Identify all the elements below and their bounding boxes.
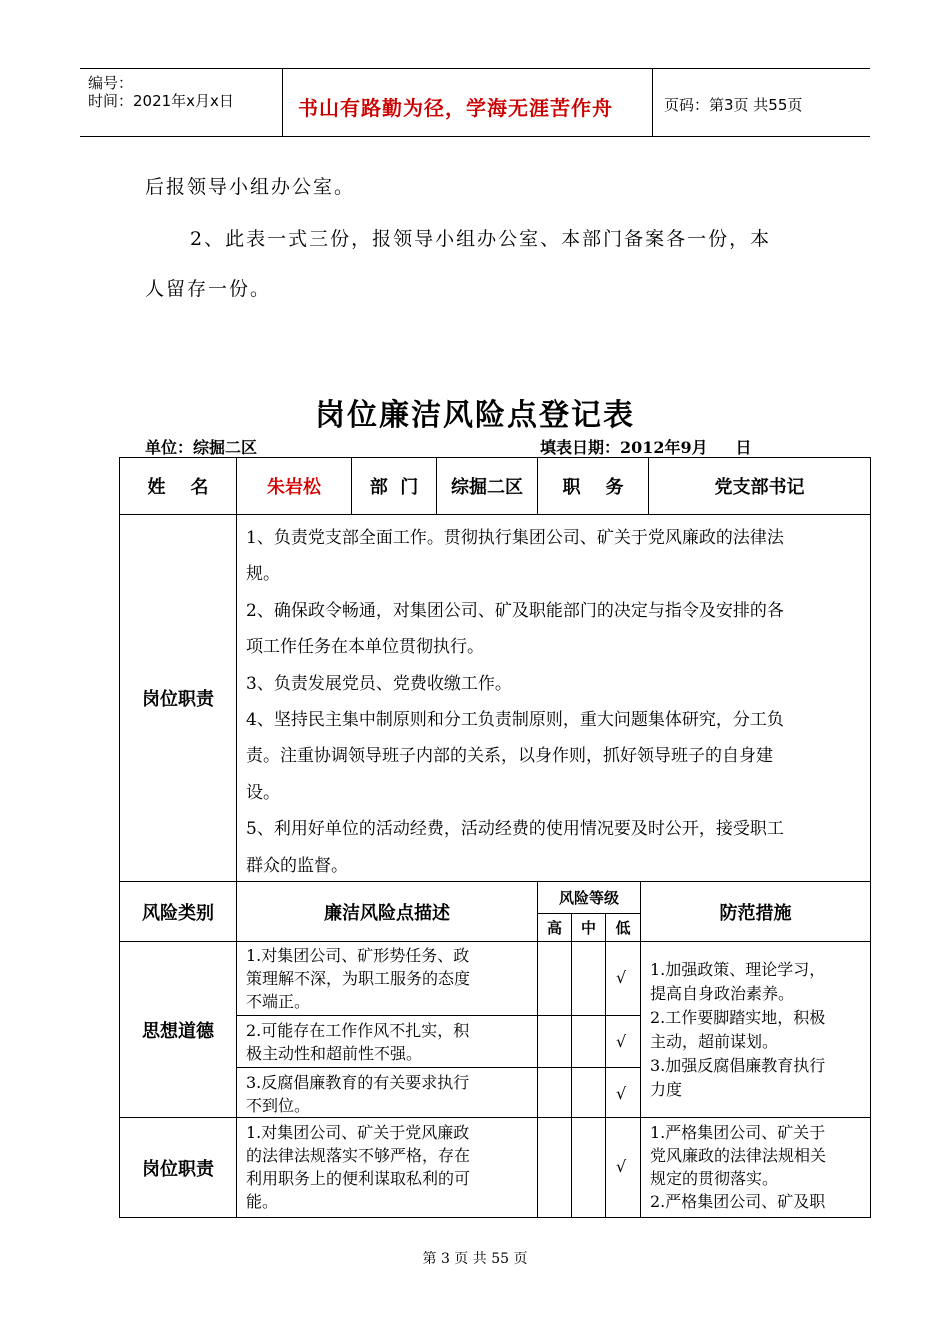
risk-level-high: 高 bbox=[546, 919, 562, 937]
measure-line: 1.加强政策、理论学习， bbox=[650, 960, 826, 979]
risk-line: 不到位。 bbox=[246, 1096, 311, 1115]
measure-line: 提高自身政治素养。 bbox=[650, 984, 795, 1003]
col-divider bbox=[571, 1117, 572, 1217]
section2-risk-1 bbox=[246, 1121, 470, 1213]
risk-line: 2.可能存在工作作风不扎实，积 bbox=[246, 1021, 470, 1040]
header-time-label: 时间：2021年x月x日 bbox=[88, 92, 234, 110]
header-code-label: 编号： bbox=[88, 74, 134, 92]
section1-risk-3-low-check: √ bbox=[616, 1084, 627, 1103]
measure-line: 主动，超前谋划。 bbox=[650, 1032, 779, 1051]
duty-line: 设。 bbox=[246, 782, 280, 803]
row-divider bbox=[236, 1067, 641, 1068]
measure-line: 2.工作要脚踏实地，积极 bbox=[650, 1008, 826, 1027]
risk-line: 策理解不深，为职工服务的态度 bbox=[246, 969, 471, 988]
header-slogan: 书山有路勤为径，学海无涯苦作舟 bbox=[298, 96, 613, 120]
section2-risk-1-low-check: √ bbox=[616, 1157, 627, 1176]
intro-line-3: 人留存一份。 bbox=[145, 278, 272, 300]
measure-line: 1.严格集团公司、矿关于 bbox=[650, 1123, 826, 1142]
duty-line: 群众的监督。 bbox=[246, 855, 348, 876]
risk-level-header: 风险等级 bbox=[558, 889, 619, 907]
risk-level-low: 低 bbox=[615, 919, 631, 937]
document-fill-date: 填表日期：2012年9月 日 bbox=[540, 438, 752, 457]
header-top-rule bbox=[80, 68, 870, 69]
dept-label: 部 门 bbox=[369, 477, 419, 498]
col-divider bbox=[236, 514, 237, 1218]
dept-value: 综掘二区 bbox=[451, 477, 523, 498]
risk-line: 利用职务上的便利谋取私利的可 bbox=[246, 1169, 471, 1188]
document-unit: 单位：综掘二区 bbox=[145, 438, 258, 457]
prevention-measures-header: 防范措施 bbox=[719, 902, 792, 924]
row-divider bbox=[236, 1015, 641, 1016]
position-value: 党支部书记 bbox=[714, 477, 805, 498]
risk-line: 1.对集团公司、矿形势任务、政 bbox=[246, 946, 470, 965]
risk-line: 不端正。 bbox=[246, 992, 311, 1011]
section1-risk-3 bbox=[246, 1071, 469, 1117]
duty-line: 2、确保政令畅通，对集团公司、矿及职能部门的决定与指令及安排的各 bbox=[246, 600, 784, 621]
section2-measures bbox=[650, 1121, 826, 1213]
col-divider bbox=[537, 1117, 538, 1217]
duty-line: 规。 bbox=[246, 564, 280, 585]
page-footer: 第 3 页 共 55 页 bbox=[422, 1251, 528, 1267]
risk-line: 极主动性和超前性不强。 bbox=[246, 1044, 423, 1063]
measure-line: 3.加强反腐倡廉教育执行 bbox=[650, 1056, 826, 1075]
header-page-info: 页码：第3页 共55页 bbox=[664, 96, 803, 114]
section2-category: 岗位职责 bbox=[142, 1158, 214, 1180]
duties-label: 岗位职责 bbox=[142, 689, 214, 710]
name-value: 朱岩松 bbox=[267, 477, 321, 498]
duty-line: 4、坚持民主集中制原则和分工负责制原则，重大问题集体研究，分工负 bbox=[246, 710, 784, 731]
risk-description-header: 廉洁风险点描述 bbox=[324, 902, 450, 924]
intro-line-1: 后报领导小组办公室。 bbox=[145, 176, 356, 198]
table-border-bottom bbox=[119, 1217, 871, 1218]
col-divider bbox=[605, 1117, 606, 1217]
measure-line: 力度 bbox=[650, 1080, 683, 1099]
duty-line: 项工作任务在本单位贯彻执行。 bbox=[246, 637, 484, 658]
risk-level-mid: 中 bbox=[580, 919, 596, 937]
header-divider-right bbox=[652, 68, 653, 136]
duty-line: 1、负责党支部全面工作。贯彻执行集团公司、矿关于党风廉政的法律法 bbox=[246, 528, 784, 548]
measure-line: 规定的贯彻落实。 bbox=[650, 1169, 779, 1188]
name-label: 姓 名 bbox=[147, 477, 209, 498]
duty-line: 责。注重协调领导班子内部的关系，以身作则，抓好领导班子的自身建 bbox=[246, 746, 773, 767]
measure-line: 党风廉政的法律法规相关 bbox=[650, 1146, 827, 1165]
section1-risk-1-low-check: √ bbox=[616, 968, 627, 987]
risk-category-header: 风险类别 bbox=[142, 902, 214, 924]
position-label: 职 务 bbox=[562, 477, 624, 498]
risk-line: 3.反腐倡廉教育的有关要求执行 bbox=[246, 1073, 470, 1092]
header-divider-left bbox=[282, 68, 283, 136]
duty-line: 3、负责发展党员、党费收缴工作。 bbox=[246, 673, 512, 694]
duties-list bbox=[246, 520, 866, 884]
intro-line-2: 2、此表一式三份，报领导小组办公室、本部门备案各一份，本 bbox=[190, 228, 772, 250]
measure-line: 2.严格集团公司、矿及职 bbox=[650, 1192, 826, 1211]
section1-risk-1 bbox=[246, 944, 470, 1013]
section1-risk-2 bbox=[246, 1019, 469, 1065]
section1-category: 思想道德 bbox=[142, 1020, 214, 1042]
risk-line: 1.对集团公司、矿关于党风廉政 bbox=[246, 1123, 470, 1142]
document-title: 岗位廉洁风险点登记表 bbox=[315, 398, 635, 433]
section1-measures bbox=[650, 958, 825, 1102]
risk-line: 的法律法规落实不够严格，存在 bbox=[246, 1146, 471, 1165]
risk-line: 能。 bbox=[246, 1192, 279, 1211]
table-border-right bbox=[870, 457, 871, 1218]
duty-line: 5、利用好单位的活动经费，活动经费的使用情况要及时公开，接受职工 bbox=[246, 819, 784, 840]
header-bottom-rule bbox=[80, 136, 870, 137]
section1-risk-2-low-check: √ bbox=[616, 1032, 627, 1051]
